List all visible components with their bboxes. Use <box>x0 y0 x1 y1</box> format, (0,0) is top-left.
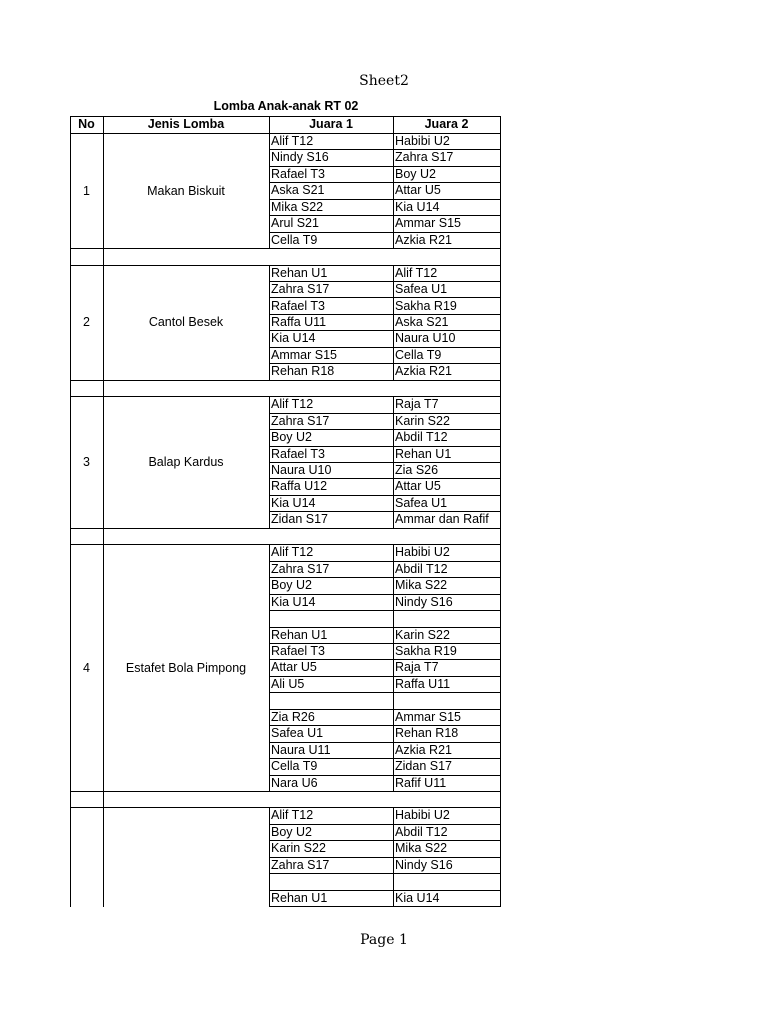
column-header-jenis-lomba: Jenis Lomba <box>147 117 225 131</box>
juara-1-cell: Cella T9 <box>271 759 318 774</box>
juara-2-cell: Kia U14 <box>395 890 440 905</box>
juara-1-cell: Rafael T3 <box>271 298 325 313</box>
grid-line <box>269 692 501 693</box>
grid-line <box>269 775 501 776</box>
grid-line <box>500 807 501 907</box>
grid-line <box>269 659 501 660</box>
event-number: 1 <box>83 183 90 198</box>
juara-1-cell: Safea U1 <box>271 726 324 741</box>
juara-2-cell: Rehan R18 <box>395 726 459 741</box>
juara-1-cell: Arul S21 <box>271 216 319 231</box>
grid-line <box>269 429 501 430</box>
grid-line <box>269 906 501 907</box>
grid-line <box>269 330 501 331</box>
grid-line <box>103 133 104 248</box>
juara-1-cell: Zahra S17 <box>271 561 330 576</box>
grid-line <box>393 133 394 248</box>
grid-line <box>70 248 501 249</box>
grid-line <box>269 478 501 479</box>
juara-2-cell: Abdil T12 <box>395 430 448 445</box>
grid-line <box>70 791 501 792</box>
juara-2-cell: Ammar S15 <box>395 709 461 724</box>
grid-line <box>269 265 270 380</box>
grid-line <box>269 182 501 183</box>
juara-2-cell: Safea U1 <box>395 282 448 297</box>
juara-2-cell: Safea U1 <box>395 495 448 510</box>
page-footer: Page 1 <box>360 932 408 948</box>
juara-2-cell: Ammar S15 <box>395 216 461 231</box>
juara-2-cell: Attar U5 <box>395 183 441 198</box>
event-name: Estafet Bola Pimpong <box>125 660 247 675</box>
juara-2-cell: Nindy S16 <box>395 857 453 872</box>
juara-1-cell: Rehan U1 <box>271 627 328 642</box>
grid-line <box>500 248 501 265</box>
juara-1-cell: Nindy S16 <box>271 150 329 165</box>
juara-2-cell: Cella T9 <box>395 347 442 362</box>
juara-2-cell: Zahra S17 <box>395 150 454 165</box>
juara-2-cell: Sakha R19 <box>395 298 457 313</box>
juara-2-cell: Azkia R21 <box>395 742 452 757</box>
event-name: Makan Biskuit <box>147 183 225 198</box>
juara-2-cell: Karin S22 <box>395 627 450 642</box>
column-header-juara-2: Juara 2 <box>424 117 469 131</box>
juara-1-cell: Nara U6 <box>271 775 318 790</box>
juara-2-cell: Naura U10 <box>395 331 456 346</box>
grid-line <box>500 380 501 396</box>
juara-1-cell: Zidan S17 <box>271 512 328 527</box>
grid-line <box>500 544 501 791</box>
juara-2-cell: Azkia R21 <box>395 364 452 379</box>
page-header: Sheet2 <box>359 73 409 89</box>
juara-2-cell: Kia U14 <box>395 199 440 214</box>
grid-line <box>269 857 501 858</box>
grid-line <box>500 528 501 544</box>
juara-2-cell <box>395 692 499 708</box>
grid-line <box>269 627 501 628</box>
juara-2-cell: Alif T12 <box>395 265 438 280</box>
grid-line <box>269 199 501 200</box>
juara-2-cell: Abdil T12 <box>395 561 448 576</box>
juara-1-cell: Zahra S17 <box>271 413 330 428</box>
grid-line <box>269 594 501 595</box>
grid-line <box>269 462 501 463</box>
juara-1-cell: Ammar S15 <box>271 347 337 362</box>
juara-1-cell: Alif T12 <box>271 545 314 560</box>
grid-line <box>393 544 394 791</box>
juara-1-cell: Cella T9 <box>271 232 318 247</box>
grid-line <box>269 363 501 364</box>
juara-1-cell <box>271 610 392 626</box>
grid-line <box>70 133 71 248</box>
juara-2-cell: Habibi U2 <box>395 134 450 148</box>
grid-line <box>70 248 71 265</box>
grid-line <box>500 396 501 528</box>
grid-line <box>103 248 104 265</box>
grid-line <box>269 758 501 759</box>
juara-2-cell: Zia S26 <box>395 463 439 477</box>
grid-line <box>500 265 501 380</box>
grid-line <box>269 807 270 907</box>
juara-2-cell: Raffa U11 <box>395 676 451 691</box>
juara-1-cell <box>271 692 392 708</box>
juara-1-cell: Zahra S17 <box>271 282 330 297</box>
grid-line <box>70 265 71 380</box>
juara-2-cell: Aska S21 <box>395 314 449 329</box>
juara-1-cell: Attar U5 <box>271 660 317 675</box>
grid-line <box>103 807 104 907</box>
grid-line <box>103 380 104 396</box>
juara-2-cell <box>395 610 499 626</box>
juara-2-cell: Habibi U2 <box>395 545 450 560</box>
juara-1-cell <box>271 873 392 889</box>
juara-1-cell: Raffa U11 <box>271 314 327 329</box>
juara-1-cell: Kia U14 <box>271 594 316 609</box>
juara-2-cell: Attar U5 <box>395 479 441 494</box>
juara-1-cell: Alif T12 <box>271 808 314 823</box>
event-number: 4 <box>83 660 90 675</box>
grid-line <box>70 544 71 791</box>
juara-2-cell: Karin S22 <box>395 413 450 428</box>
juara-1-cell: Zia R26 <box>271 709 315 724</box>
juara-1-cell: Alif T12 <box>271 134 314 148</box>
juara-1-cell: Aska S21 <box>271 183 325 198</box>
grid-line <box>269 709 501 710</box>
grid-line <box>269 396 270 528</box>
column-header-no: No <box>78 117 95 131</box>
grid-line <box>269 297 501 298</box>
grid-line <box>269 446 501 447</box>
grid-line <box>269 544 270 791</box>
grid-line <box>269 495 501 496</box>
grid-line <box>393 396 394 528</box>
juara-1-cell: Zahra S17 <box>271 857 330 872</box>
juara-2-cell: Mika S22 <box>395 841 448 856</box>
juara-1-cell: Rehan U1 <box>271 890 328 905</box>
grid-line <box>103 528 104 544</box>
event-number: 2 <box>83 315 90 330</box>
juara-1-cell: Mika S22 <box>271 199 324 214</box>
juara-2-cell: Abdil T12 <box>395 824 448 839</box>
juara-2-cell: Azkia R21 <box>395 232 452 247</box>
grid-line <box>393 116 394 133</box>
grid-line <box>269 347 501 348</box>
grid-line <box>269 166 501 167</box>
grid-line <box>393 807 394 907</box>
grid-line <box>269 676 501 677</box>
grid-line <box>269 116 270 133</box>
grid-line <box>70 528 501 529</box>
grid-line <box>70 380 501 381</box>
grid-line <box>103 265 104 380</box>
juara-1-cell: Rehan U1 <box>271 265 328 280</box>
juara-2-cell: Mika S22 <box>395 578 448 593</box>
juara-1-cell: Rafael T3 <box>271 643 325 658</box>
juara-1-cell: Kia U14 <box>271 331 316 346</box>
grid-line <box>103 544 104 791</box>
grid-line <box>269 511 501 512</box>
juara-1-cell: Alif T12 <box>271 397 314 412</box>
event-name: Cantol Besek <box>148 315 224 330</box>
grid-line <box>269 725 501 726</box>
grid-line <box>269 149 501 150</box>
juara-2-cell: Ammar dan Rafif <box>395 512 489 527</box>
juara-1-cell: Boy U2 <box>271 824 312 839</box>
juara-2-cell: Rehan U1 <box>395 446 452 461</box>
event-number: 3 <box>83 455 90 469</box>
grid-line <box>269 840 501 841</box>
column-header-juara-1: Juara 1 <box>309 117 353 131</box>
grid-line <box>269 890 501 891</box>
juara-1-cell: Rafael T3 <box>271 446 325 461</box>
juara-1-cell: Rafael T3 <box>271 166 325 181</box>
grid-line <box>500 791 501 807</box>
event-name: Balap Kardus <box>148 455 224 469</box>
grid-line <box>500 116 501 133</box>
grid-line <box>269 742 501 743</box>
grid-line <box>269 232 501 233</box>
grid-line <box>269 610 501 611</box>
juara-1-cell: Boy U2 <box>271 578 312 593</box>
grid-line <box>103 396 104 528</box>
juara-1-cell: Naura U10 <box>271 463 332 477</box>
grid-line <box>269 824 501 825</box>
grid-line <box>269 561 501 562</box>
juara-2-cell: Nindy S16 <box>395 594 453 609</box>
grid-line <box>70 116 71 133</box>
grid-line <box>269 643 501 644</box>
juara-1-cell: Kia U14 <box>271 495 316 510</box>
juara-2-cell: Habibi U2 <box>395 808 450 823</box>
juara-1-cell: Ali U5 <box>271 676 305 691</box>
grid-line <box>269 413 501 414</box>
sheet-title: Lomba Anak-anak RT 02 <box>213 99 359 113</box>
grid-line <box>70 380 71 396</box>
juara-2-cell: Sakha R19 <box>395 643 457 658</box>
grid-line <box>70 807 71 907</box>
juara-2-cell <box>395 873 499 889</box>
grid-line <box>269 133 270 248</box>
grid-line <box>269 215 501 216</box>
grid-line <box>70 396 71 528</box>
juara-2-cell: Zidan S17 <box>395 759 452 774</box>
juara-2-cell: Raja T7 <box>395 660 439 675</box>
grid-line <box>269 314 501 315</box>
grid-line <box>70 528 71 544</box>
juara-1-cell: Karin S22 <box>271 841 326 856</box>
grid-line <box>500 133 501 248</box>
juara-2-cell: Boy U2 <box>395 166 436 181</box>
grid-line <box>269 281 501 282</box>
grid-line <box>70 791 71 807</box>
juara-1-cell: Raffa U12 <box>271 479 328 494</box>
grid-line <box>269 873 501 874</box>
grid-line <box>103 116 104 133</box>
juara-1-cell: Boy U2 <box>271 430 312 445</box>
juara-1-cell: Rehan R18 <box>271 364 335 379</box>
juara-2-cell: Raja T7 <box>395 397 439 412</box>
juara-2-cell: Rafif U11 <box>395 775 447 790</box>
grid-line <box>103 791 104 807</box>
grid-line <box>269 577 501 578</box>
grid-line <box>393 265 394 380</box>
juara-1-cell: Naura U11 <box>271 742 331 757</box>
